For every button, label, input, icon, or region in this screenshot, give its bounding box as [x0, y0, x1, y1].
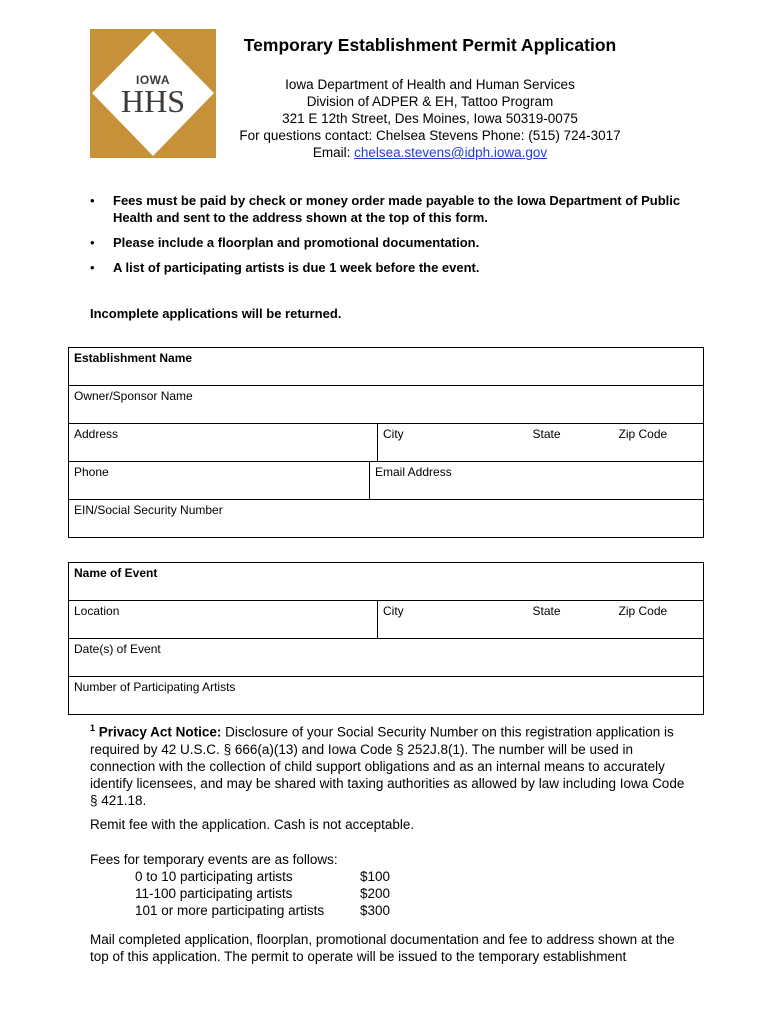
privacy-notice — [90, 720, 690, 809]
fee-row — [90, 885, 391, 902]
email-address-field[interactable]: Email Address — [370, 462, 704, 500]
bullet-icon: • — [90, 235, 95, 250]
fee-tier-label: 0 to 10 participating artists — [135, 869, 293, 884]
instructions-list — [90, 192, 690, 284]
header-contact: For questions contact: Chelsea Stevens Phone: (515) 724-3017 — [239, 128, 621, 143]
logo-agency-text: HHS — [120, 83, 185, 119]
zip-code-field[interactable]: Zip Code — [614, 424, 704, 462]
fee-intro: Fees for temporary events are as follows: — [90, 852, 338, 867]
list-item-text: Please include a floorplan and promotional documentation. — [113, 235, 480, 250]
bullet-icon: • — [90, 193, 95, 208]
location-field[interactable]: Location — [69, 601, 378, 639]
fee-amount: $100 — [360, 869, 391, 884]
header-agency: Iowa Department of Health and Human Services — [285, 77, 575, 92]
header-address: 321 E 12th Street, Des Moines, Iowa 50319-0075 — [282, 111, 578, 126]
email-label: Email: — [312, 145, 355, 160]
fee-amount: $200 — [360, 886, 391, 901]
phone-field[interactable]: Phone — [69, 462, 370, 500]
list-item — [90, 192, 690, 226]
establishment-name-field[interactable]: Establishment Name — [69, 348, 704, 386]
mail-instructions: Mail completed application, floorplan, promotional documentation and fee to address shown at the top of this application. The permit to operate will be issued to the temporary establishment — [90, 932, 675, 964]
fee-schedule — [90, 851, 391, 919]
email-link[interactable]: chelsea.stevens@idph.iowa.gov — [354, 145, 548, 160]
list-item — [90, 259, 690, 276]
fee-row — [90, 902, 391, 919]
establishment-form — [68, 347, 704, 538]
fee-amount: $300 — [360, 903, 391, 918]
event-state-field[interactable]: State — [528, 601, 614, 639]
event-name-field[interactable]: Name of Event — [69, 563, 704, 601]
page-title: Temporary Establishment Permit Application — [243, 35, 617, 55]
event-city-field[interactable]: City — [378, 601, 528, 639]
incomplete-notice: Incomplete applications will be returned. — [90, 306, 342, 321]
footnote-marker: 1 — [90, 723, 96, 733]
fee-row — [90, 868, 391, 885]
privacy-heading: Privacy Act Notice: — [98, 724, 222, 740]
participating-artists-field[interactable]: Number of Participating Artists — [69, 677, 704, 715]
header-email-line — [190, 144, 670, 161]
event-form — [68, 562, 704, 715]
owner-sponsor-field[interactable]: Owner/Sponsor Name — [69, 386, 704, 424]
address-field[interactable]: Address — [69, 424, 378, 462]
remit-notice: Remit fee with the application. Cash is not acceptable. — [90, 817, 415, 832]
bullet-icon: • — [90, 260, 95, 275]
header-division: Division of ADPER & EH, Tattoo Program — [306, 94, 554, 109]
logo-state-text: IOWA — [136, 73, 170, 87]
list-item-text: Fees must be paid by check or money order made payable to the Iowa Department of Public Health and sent to the address shown at the top of this form. — [113, 193, 681, 225]
privacy-text: Disclosure of your Social Security Number on this registration application is required by 42 U.S.C. § 666(a)(13) and Iowa Code § 252J.8(1). The number will be used in connection with the collection of child support obligations and as an internal means to accurately identify licensees, and may be shared with taxing authorities as allowed by law including Iowa Code § 421.18. — [90, 724, 685, 808]
state-field[interactable]: State — [528, 424, 614, 462]
city-field[interactable]: City — [378, 424, 528, 462]
fee-tier-label: 101 or more participating artists — [135, 903, 325, 918]
list-item-text: A list of participating artists is due 1 week before the event. — [113, 260, 480, 275]
list-item — [90, 234, 690, 251]
event-dates-field[interactable]: Date(s) of Event — [69, 639, 704, 677]
ein-ssn-field[interactable]: EIN/Social Security Number — [69, 500, 704, 538]
event-zip-code-field[interactable]: Zip Code — [614, 601, 704, 639]
fee-tier-label: 11-100 participating artists — [135, 886, 293, 901]
